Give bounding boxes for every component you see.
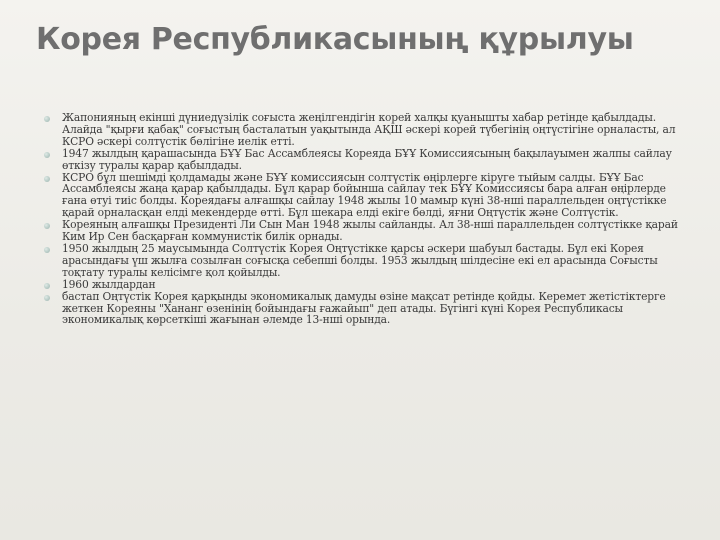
bullet-item — [44, 148, 684, 172]
bullet-text: Кореяның алғашқы Президенті Ли Сын Ман 1948 жылы сайланды. Ал 38-нші параллельден солтүстікке қарай Ким Ир Сен басқарған коммунистік билік орнады. — [62, 218, 678, 244]
bullet-text: 1950 жылдың 25 маусымында Солтүстік Корея Оңтүстікке қарсы әскери шабуыл бастады. Бұл екі Корея арасындағы үш жылға созылған соғысқа себепші болды. 1953 жылдың шілдесіне екі ел арасында Соғысты тоқтату туралы келісімге қол қойылды. — [62, 241, 658, 279]
bullet-text: бастап Оңтүстік Корея қарқынды экономикалық дамуды өзіне мақсат ретінде қойды. Керемет жетістіктерге жеткен Кореяны "Хананг өзенінің бойындағы ғажайып" деп атады. Бүгінгі күні Корея Республикасы экономикалық көрсеткіші жағынан әлемде 13-нші орында. — [62, 289, 666, 327]
bullet-dot-icon — [44, 283, 50, 289]
bullet-item — [44, 219, 684, 243]
bullet-dot-icon — [44, 247, 50, 253]
bullet-text: 1960 жылдардан — [62, 277, 156, 291]
bullet-dot-icon — [44, 295, 50, 301]
bullet-item — [44, 172, 684, 220]
bullet-text: КСРО бұл шешімді қолдамады және БҰҰ комиссиясын солтүстік өңірлерге кіруге тыйым салды. БҰҰ Бас Ассамблеясы жаңа қарар қабылдады. Бұл қарар бойынша сайлау тек БҰҰ Комиссиясы бара алған өңірлерде ғана өтуі тиіс болды. Кореядағы алғашқы сайлау 1948 жылы 10 мамыр күні 38-нші параллельден оңтүстікке қарай орналасқан елді мекендерде өтті. Бұл шекара елді екіге бөлді, яғни Оңтүстік және Солтүстік. — [62, 170, 667, 220]
bullet-item — [44, 243, 684, 279]
bullet-list — [44, 112, 684, 326]
bullet-item — [44, 291, 684, 327]
bullet-item — [44, 112, 684, 148]
bullet-dot-icon — [44, 152, 50, 158]
bullet-text: 1947 жылдың қарашасында БҰҰ Бас Ассамблеясы Кореяда БҰҰ Комиссиясының бақылауымен жалпы сайлау өткізу туралы қарар қабылдады. — [62, 146, 672, 172]
bullet-dot-icon — [44, 223, 50, 229]
bullet-dot-icon — [44, 176, 50, 182]
bullet-dot-icon — [44, 116, 50, 122]
slide-title: Корея Республикасының құрылуы — [36, 22, 634, 57]
bullet-text: Жапонияның екінші дүниедүзілік соғыста жеңілгендігін корей халқы қуанышты хабар ретінде қабылдады. Алайда "қырғи қабақ" соғыстың басталатын уақытында АҚШ әскері корей түбегінің оңтүстігіне орналасты, ал КСРО әскері солтүстік бөлігіне иелік етті. — [62, 111, 676, 148]
